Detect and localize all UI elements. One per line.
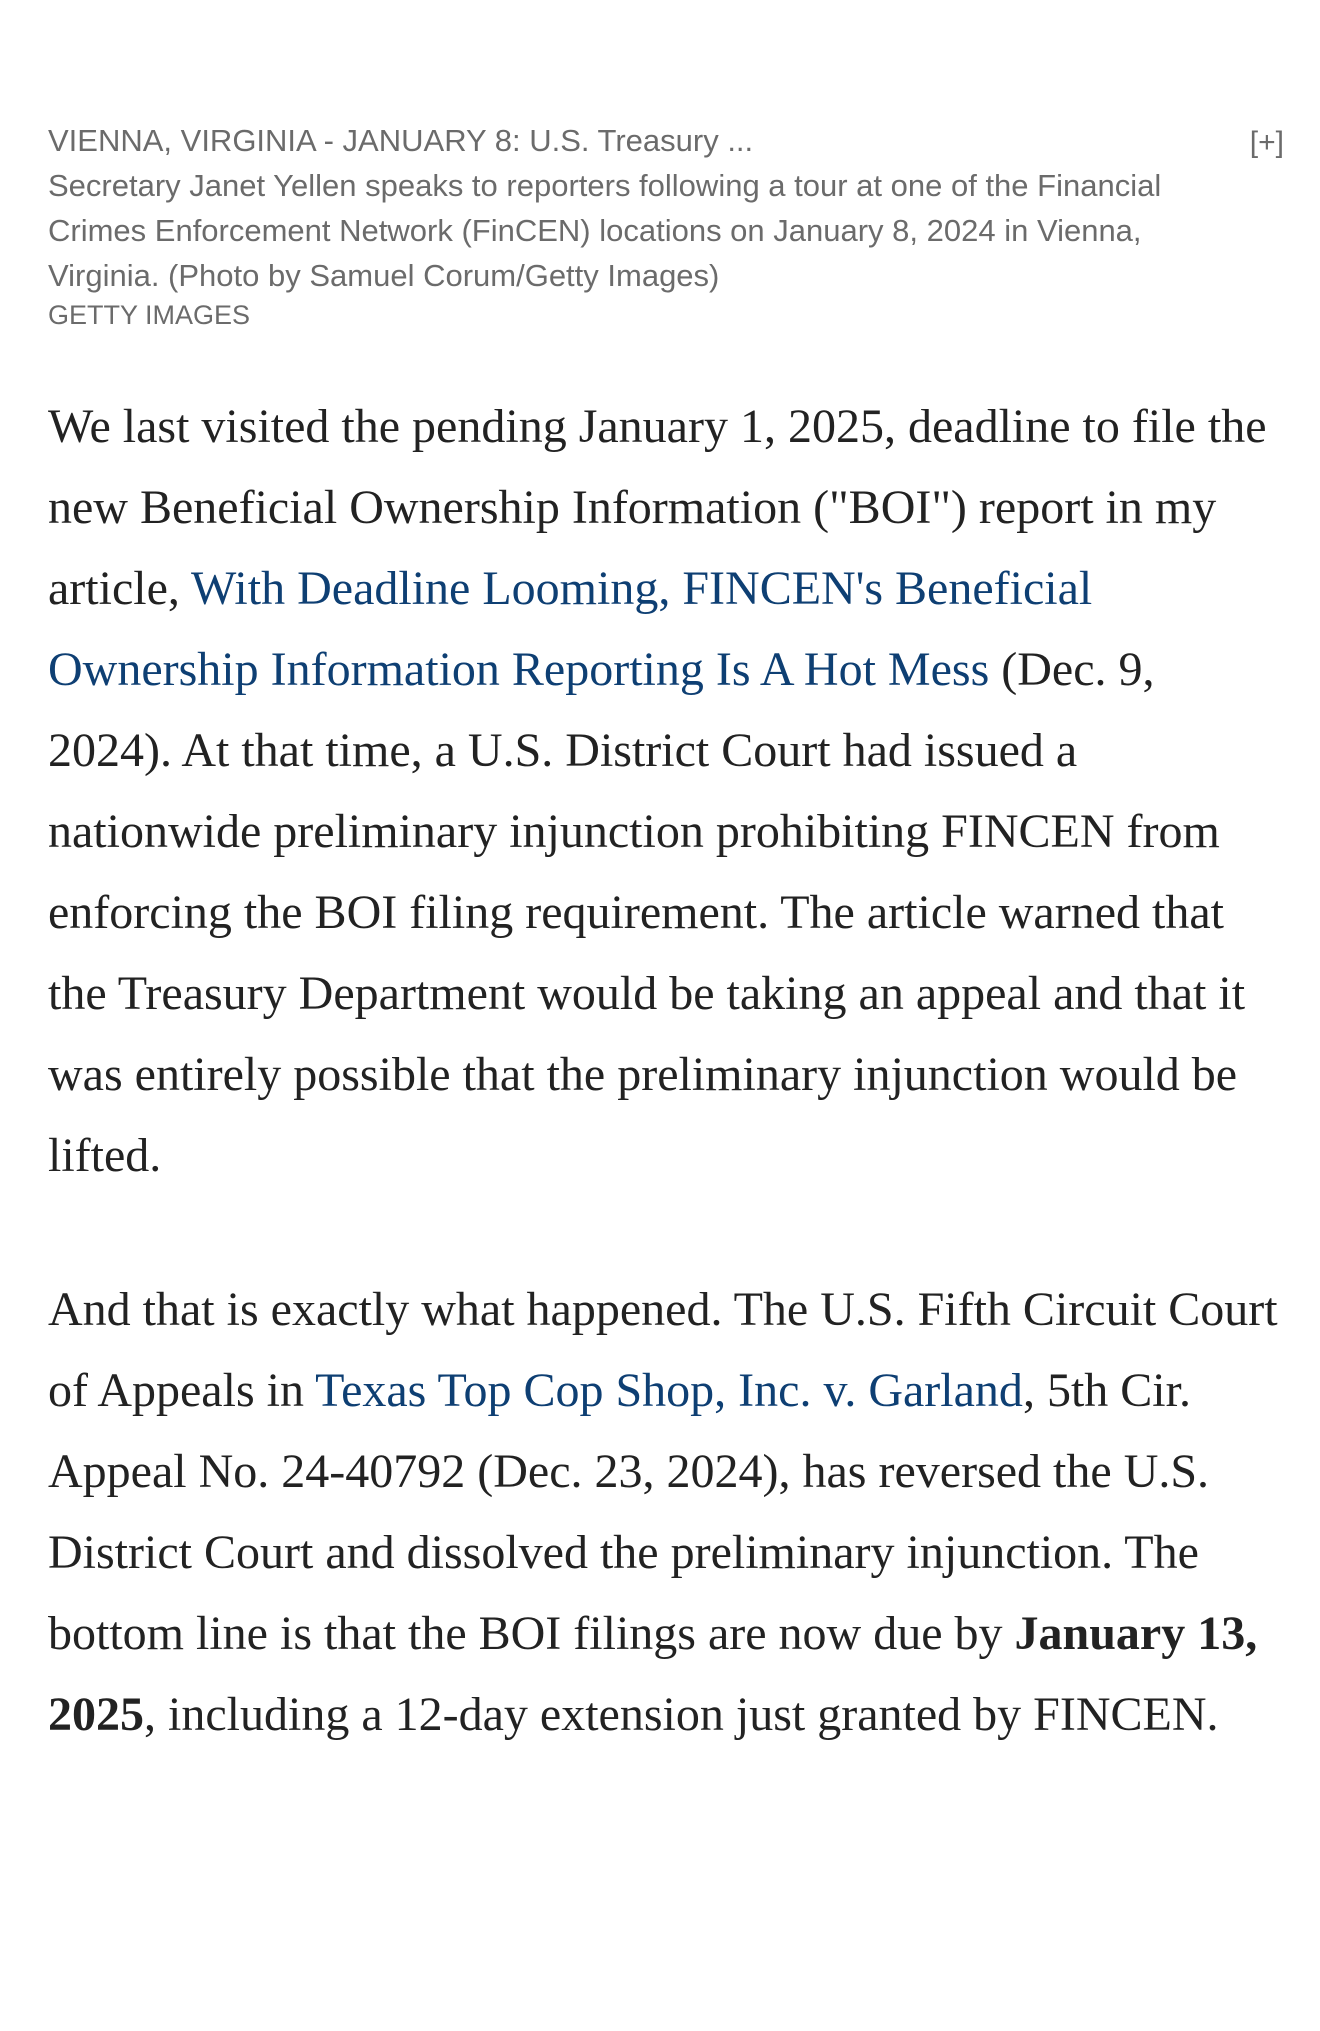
paragraph-1-text-start: We last visited the pending January 1, 2025, deadline to file the new Beneficial Ownership Information ("BOI") report in my article, bbox=[48, 400, 1267, 615]
caption-rest: Secretary Janet Yellen speaks to reporters following a tour at one of the Financial Crimes Enforcement Network (FinCEN) locations on January 8, 2024 in Vienna, Virginia. (Photo by Samuel Corum/Getty Images) bbox=[48, 168, 1162, 293]
paragraph-2-text-start: And that is exactly what happened. The U.S. Fifth Circuit Court of Appeals in bbox=[48, 1283, 1278, 1417]
paragraph-2-text-middle: , 5th Cir. Appeal No. 24-40792 (Dec. 23, 2024), has reversed the U.S. District Court and dissolved the preliminary injunction. The bottom line is that the BOI filings are now due by bbox=[48, 1364, 1210, 1660]
paragraph-1 bbox=[48, 386, 1278, 1196]
texas-top-cop-shop-link[interactable]: Texas Top Cop Shop, Inc. v. Garland bbox=[315, 1364, 1023, 1417]
paragraph-2 bbox=[48, 1269, 1278, 1755]
caption-first-line: VIENNA, VIRGINIA - JANUARY 8: U.S. Treasury ... bbox=[48, 123, 754, 158]
article-body bbox=[48, 386, 1278, 1755]
hot-mess-article-link[interactable]: With Deadline Looming, FINCEN's Beneficial Ownership Information Reporting Is A Hot Mess bbox=[48, 562, 1093, 696]
photo-credit: GETTY IMAGES bbox=[48, 300, 251, 330]
article-page bbox=[48, 118, 1284, 1755]
deadline-date: January 13, 2025 bbox=[48, 1607, 1258, 1741]
paragraph-1-text-end: (Dec. 9, 2024). At that time, a U.S. District Court had issued a nationwide preliminary injunction prohibiting FINCEN from enforcing the BOI filing requirement. The article warned that the Treasury Department would be taking an appeal and that it was entirely possible that the preliminary injunction would be lifted. bbox=[48, 643, 1246, 1182]
caption-expand-button[interactable]: [+] bbox=[1249, 126, 1284, 159]
paragraph-2-text-end: , including a 12-day extension just granted by FINCEN. bbox=[144, 1688, 1219, 1741]
image-caption bbox=[48, 118, 1284, 298]
